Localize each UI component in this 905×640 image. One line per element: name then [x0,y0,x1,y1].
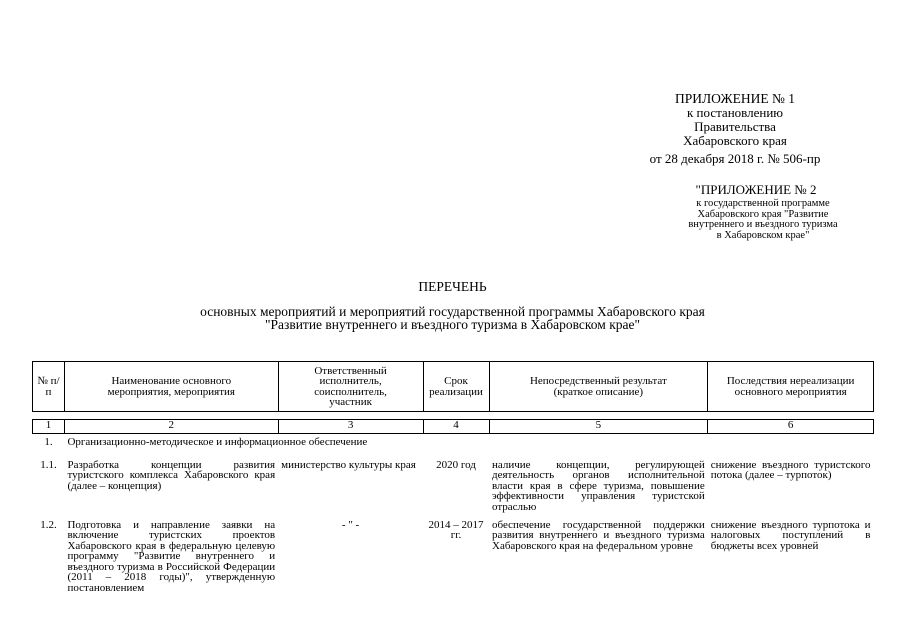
row-executor: министерство культуры края [281,458,416,471]
header-result: Непосредственный результат (краткое описание) [489,362,708,412]
document-heading [100,280,805,331]
column-number: 4 [423,420,489,434]
row-consequence: снижение въездного турпотока и налоговых поступлений в бюджеты всех уровней [710,518,871,552]
row-result: наличие концепции, регулирующей деятельность органов исполнительной власти края в сфере туризма, повышение эффективности управления туристской отраслью [492,458,705,513]
column-number: 1 [33,420,65,434]
section-num: 1. [44,436,53,448]
column-number: 5 [489,420,708,434]
measures-table [32,361,874,593]
appendix-1-title: ПРИЛОЖЕНИЕ № 1 [674,91,796,106]
column-number: 3 [278,420,423,434]
section-row [33,437,874,448]
appendix-2-line: в Хабаровском крае" [716,229,810,241]
header-executor: Ответственный исполнитель, соисполнитель, участник [278,362,423,412]
appendix-1-line: Правительства [694,119,776,134]
row-consequence: снижение въездного туристского потока (далее – турпоток) [710,458,871,481]
table-row [33,520,874,594]
row-name: Разработка концепции развития туристского комплекса Хабаровского края (далее – концепция) [67,458,276,492]
column-number: 2 [64,420,278,434]
appendix-2-line: внутреннего и въездного туризма [688,219,838,230]
table-row [33,460,874,520]
appendix-1-block [600,92,870,166]
row-term: 2020 год [436,458,476,471]
document-subtitle-line-2: "Развитие внутреннего и въездного туризма в Хабаровском крае" [264,317,641,332]
header-num: № п/п [33,362,65,412]
row-num: 1.1. [40,458,57,471]
appendix-1-line: к постановлению [686,105,784,120]
row-result: обеспечение государственной поддержки развития внутреннего и въездного туризма Хабаровского края на федеральном уровне [492,518,705,552]
table-header-row [33,362,874,412]
document-subtitle-line-1: основных мероприятий и мероприятий государственной программы Хабаровского края [200,304,705,319]
header-name: Наименование основного мероприятия, мероприятия [64,362,278,412]
row-term: 2014 – 2017 гг. [428,518,484,541]
header-term: Срок реализации [423,362,489,412]
table-number-row [33,420,874,434]
document-title: ПЕРЕЧЕНЬ [418,279,487,294]
row-num: 1.2. [40,518,57,531]
appendix-2-line: Хабаровского края "Развитие [697,208,829,220]
appendix-1-line: Хабаровского края [683,133,787,148]
header-consequence: Последствия нереализации основного мероприятия [708,362,874,412]
appendix-2-title: "ПРИЛОЖЕНИЕ № 2 [695,182,817,197]
column-number: 6 [708,420,874,434]
section-title: Организационно-методическое и информационное обеспечение [67,436,368,448]
appendix-2-line: к государственной программе [696,198,830,209]
appendix-1-date: от 28 декабря 2018 г. № 506-пр [649,151,821,166]
row-name: Подготовка и направление заявки на включение туристских проектов Хабаровского края в федеральную целевую программу "Развитие внутреннего и въездного туризма в Российской Федерации (2011 – 2018 годы)", утвержденную постановлением [67,518,276,594]
row-executor: - " - [341,518,360,531]
appendix-2-block [640,183,872,241]
